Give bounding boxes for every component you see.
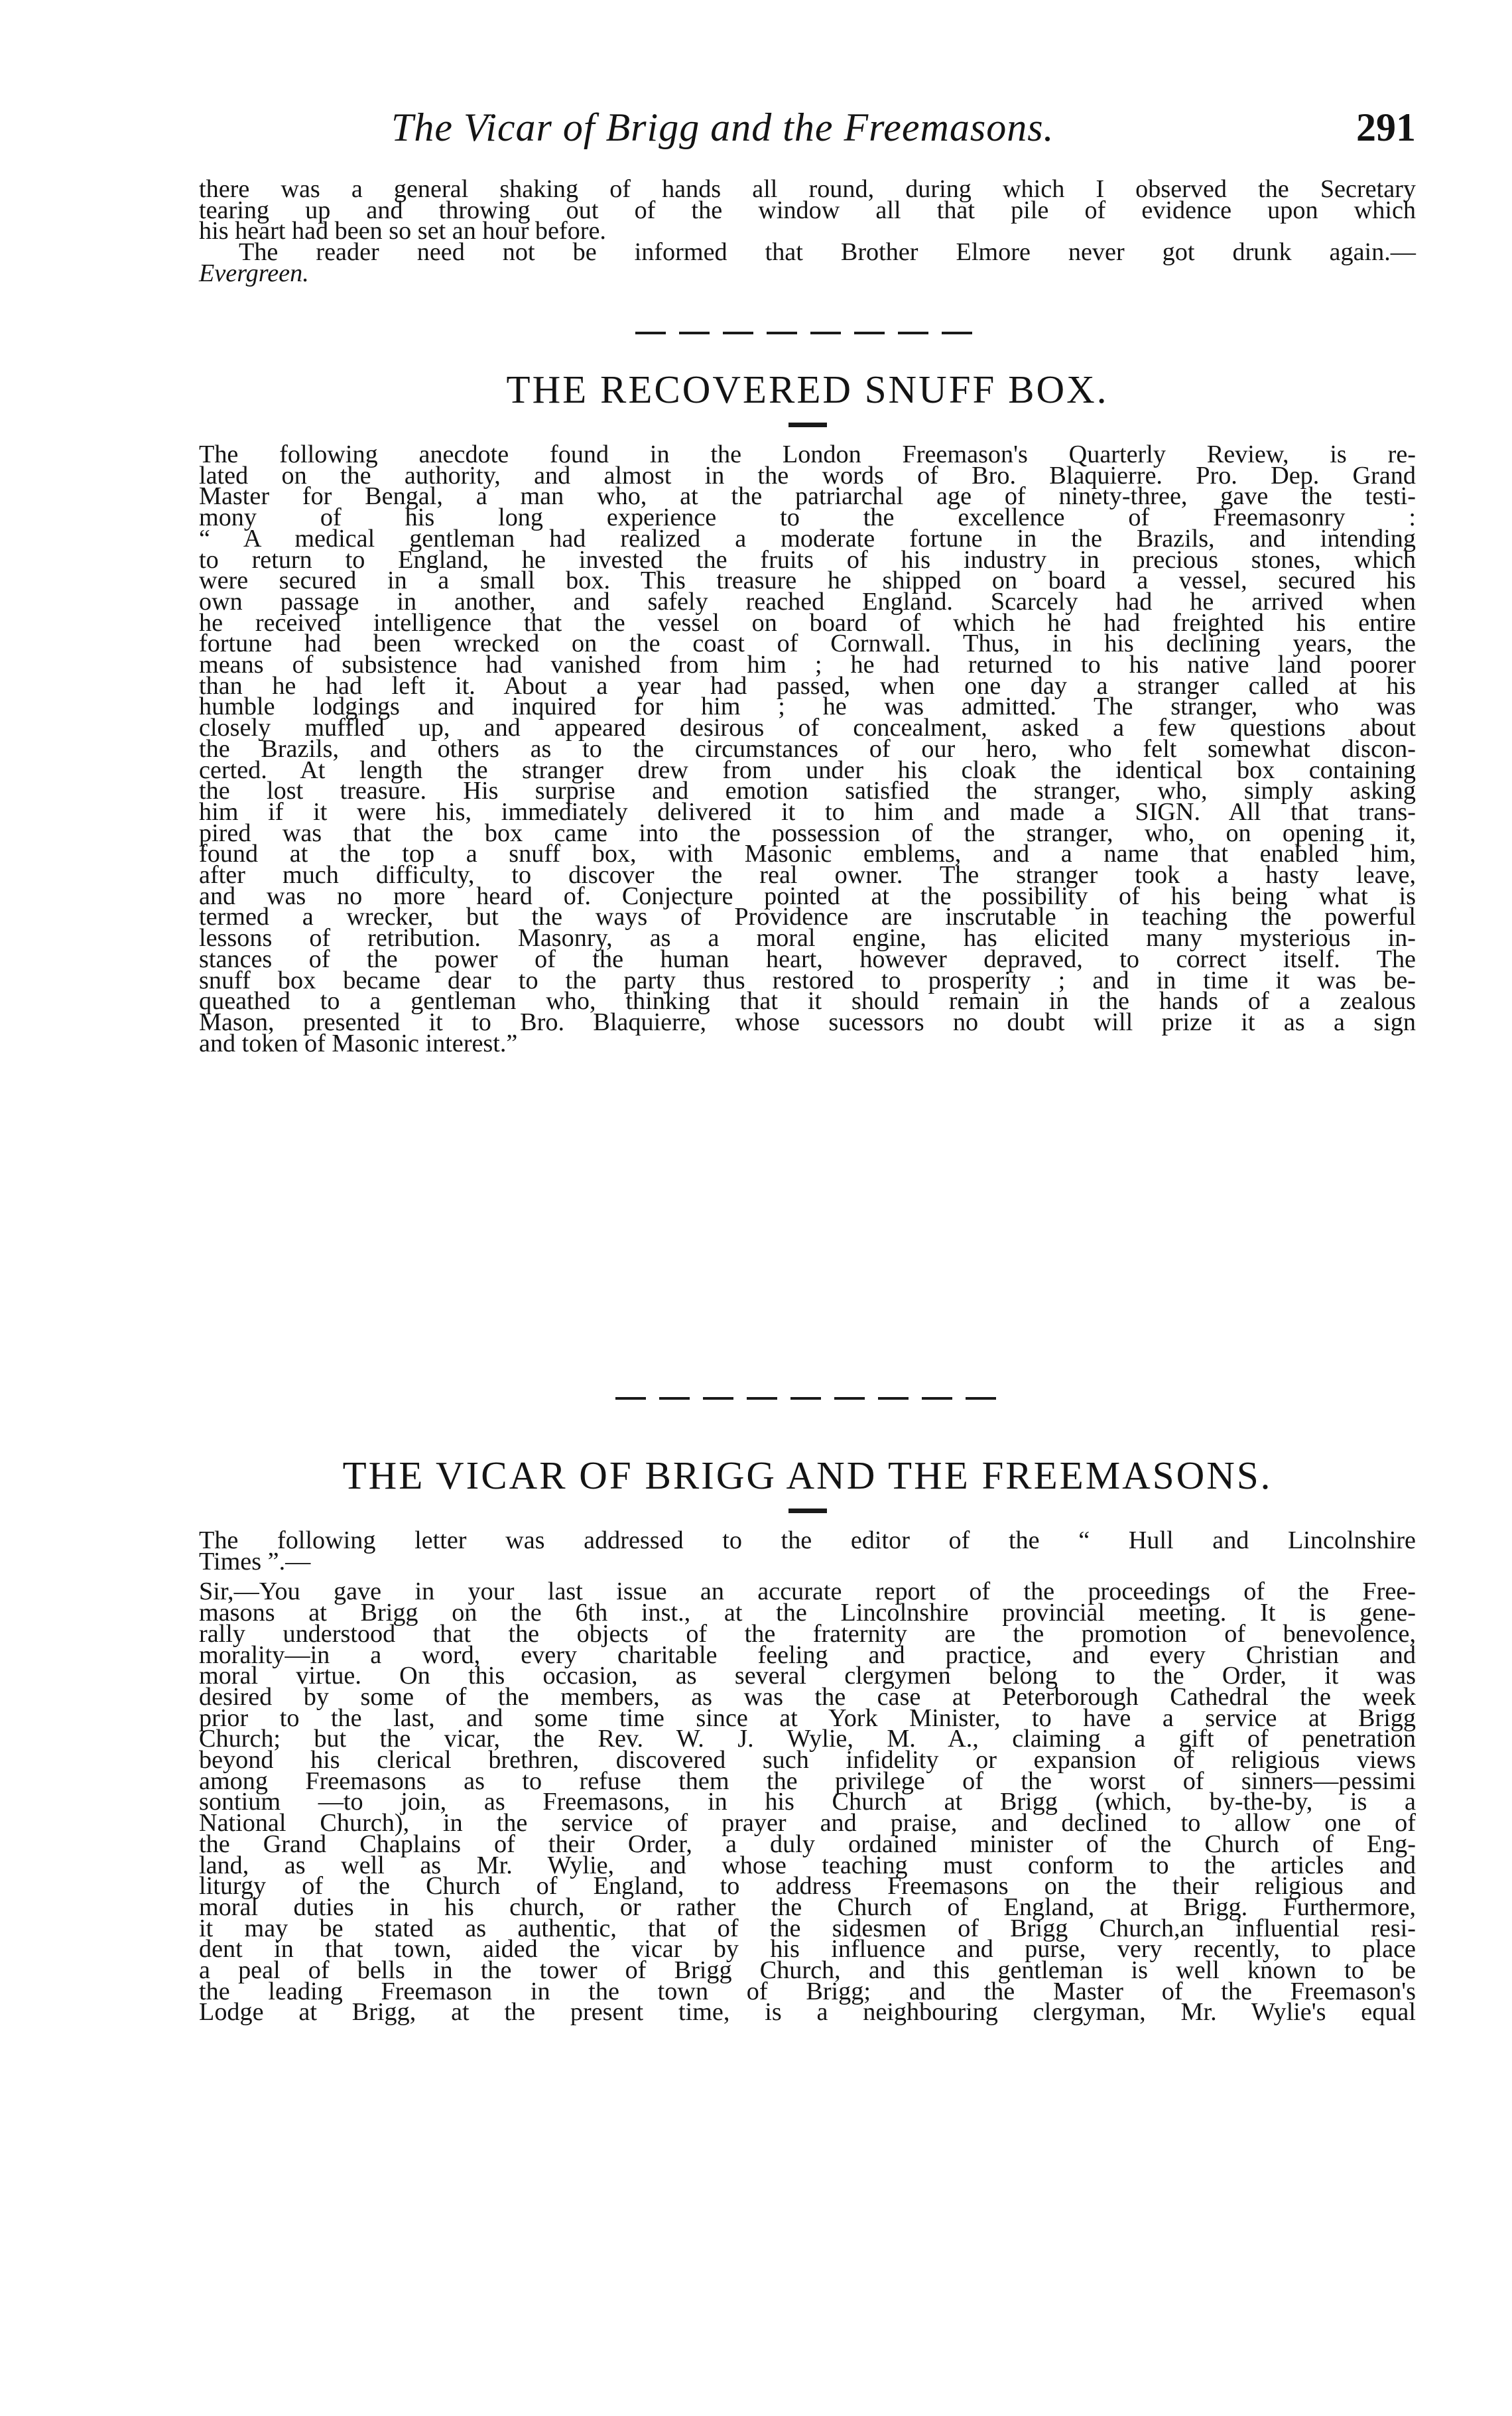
running-title: The Vicar of Brigg and the Freemasons. [391,105,1054,149]
text-line: Times ”.— [199,1547,311,1576]
text-line: found at the top a snuff box, with Masonic emblems, and a name that enabled him, [199,840,1416,868]
text-line: means of subsistence had vanished from him ; he had returned to his native land poorer [199,651,1416,679]
text-line: it may be stated as authentic, that of the sidesmen of Brigg Church,an influential resi- [199,1914,1416,1942]
heading-rule [788,1509,827,1513]
text-line: termed a wrecker, but the ways of Providence are inscrutable in teaching the powerful [199,903,1416,931]
text-line: the leading Freemason in the town of Brigg; and the Master of the Freemason's [199,1977,1416,2005]
text-line: and was no more heard of. Conjecture pointed at the possibility of his being what is [199,882,1416,910]
text-line: stances of the power of the human heart, however depraved, to correct itself. The [199,945,1416,973]
text-line: The reader need not be informed that Brother Elmore never got drunk again.— [239,238,1416,267]
text-line: lated on the authority, and almost in the words of Bro. Blaquierre. Pro. Dep. Grand [199,461,1416,490]
separator-1 [199,332,1416,334]
text-line: lessons of retribution. Masonry, as a moral engine, has elicited many mysterious in- [199,924,1416,953]
article-vicar-of-brigg [199,1453,1416,2027]
text-line: beyond his clerical brethren, discovered such infidelity or expansion of religious views [199,1746,1416,1775]
text-line: than he had left it. About a year had passed, when one day a stranger called at his [199,671,1416,700]
text-line: queathed to a gentleman who, thinking that it should remain in the hands of a zealous [199,987,1416,1016]
text-line: morality—in a word, every charitable feeling and practice, and every Christian and [199,1641,1416,1669]
text-line: there was a general shaking of hands all round, during which I observed the Secretary [199,175,1416,203]
text-line: he received intelligence that the vessel on board of which he had freighted his entire [199,608,1416,637]
continued-article [199,175,1416,287]
text-line: desired by some of the members, as was the case at Peterborough Cathedral the week [199,1682,1416,1711]
text-line: and token of Masonic interest.” [199,1029,518,1057]
letter-body [199,1577,1416,2027]
text-line: closely muffled up, and appeared desirous of concealment, asked a few questions about [199,714,1416,742]
text-line: among Freemasons as to refuse them the privilege of the worst of sinners—pessimi [199,1767,1416,1795]
text-line: prior to the last, and some time since at York Minister, to have a service at Brigg [199,1704,1416,1732]
text-line: moral duties in his church, or rather the Church of England, at Brigg. Furthermore, [199,1893,1416,1921]
separator-2 [199,1397,1416,1400]
text-line: him if it were his, immediately delivered it to him and made a SIGN. All that trans- [199,797,1416,826]
text-line: masons at Brigg on the 6th inst., at the Lincolnshire provincial meeting. It is gene- [199,1599,1416,1627]
text-line: a peal of bells in the tower of Brigg Church, and this gentleman is well known to be [199,1956,1416,1985]
text-line: to return to England, he invested the fruits of his industry in precious stones, which [199,545,1416,574]
text-line: mony of his long experience to the excellence of Freemasonry : [199,503,1416,532]
page-number: 291 [1356,105,1416,149]
text-line: the Grand Chaplains of their Order, a duly ordained minister of the Church of Eng- [199,1830,1416,1858]
text-line: Church; but the vicar, the Rev. W. J. Wylie, M. A., claiming a gift of penetration [199,1725,1416,1753]
text-line: humble lodgings and inquired for him ; he was admitted. The stranger, who was [199,693,1416,721]
text-line: The following anecdote found in the London Freemason's Quarterly Review, is re- [199,440,1416,468]
heading-rule [788,423,827,427]
text-line: Mason, presented it to Bro. Blaquierre, whose sucessors no doubt will prize it as a sign [199,1008,1416,1036]
text-line: rally understood that the objects of the fraternity are the promotion of benevolence, [199,1619,1416,1648]
text-line: National Church), in the service of prayer and praise, and declined to allow one of [199,1809,1416,1838]
text-line: moral virtue. On this occasion, as several clergymen belong to the Order, it was [199,1662,1416,1690]
text-line: his heart had been so set an hour before. [199,217,606,245]
text-line: Sir,—You gave in your last issue an accurate report of the proceedings of the Free- [199,1577,1416,1606]
continued-article-text [199,175,1416,245]
article-heading: THE VICAR OF BRIGG AND THE FREEMASONS. [342,1453,1273,1497]
article-recovered-snuff-box [199,368,1416,1057]
text-line: pired was that the box came into the possession of the stranger, who, on opening it, [199,819,1416,847]
text-line: land, as well as Mr. Wylie, and whose teaching must conform to the articles and [199,1851,1416,1879]
text-line: fortune had been wrecked on the coast of Cornwall. Thus, in his declining years, the [199,630,1416,658]
dashed-rule [615,1397,1000,1400]
article-heading: THE RECOVERED SNUFF BOX. [506,368,1109,411]
text-line: were secured in a small box. This treasure he shipped on board a vessel, secured his [199,567,1416,595]
text-line: the lost treasure. His surprise and emotion satisfied the stranger, who, simply asking [199,777,1416,805]
text-line: snuff box became dear to the party thus restored to prosperity ; and in time it was be- [199,966,1416,994]
running-head [199,105,1416,158]
source-attribution: Evergreen. [199,259,309,287]
text-line: Master for Bengal, a man who, at the patriarchal age of ninety-three, gave the testi- [199,482,1416,511]
article-body [199,440,1416,1057]
continued-article-closing [199,238,1416,267]
text-line: certed. At length the stranger drew from under his cloak the identical box containing [199,756,1416,784]
letter-intro [199,1526,1416,1576]
text-line: after much difficulty, to discover the real owner. The stranger took a hasty leave, [199,861,1416,890]
text-line: tearing up and throwing out of the window all that pile of evidence upon which [199,196,1416,224]
text-line: the Brazils, and others as to the circumstances of our hero, who felt somewhat discon- [199,734,1416,763]
text-line: The following letter was addressed to the editor of the “ Hull and Lincolnshire [199,1526,1416,1554]
continued-article-source [199,259,1416,287]
text-line: “ A medical gentleman had realized a moderate fortune in the Brazils, and intending [199,524,1416,553]
text-line: Lodge at Brigg, at the present time, is a neighbouring clergyman, Mr. Wylie's equal [199,1998,1416,2027]
text-line: liturgy of the Church of England, to address Freemasons on the their religious and [199,1872,1416,1901]
text-line: own passage in another, and safely reached England. Scarcely had he arrived when [199,587,1416,616]
text-line: sontium —to join, as Freemasons, in his Church at Brigg (which, by-the-by, is a [199,1788,1416,1816]
dashed-rule [635,332,980,334]
text-line: dent in that town, aided the vicar by his influence and purse, very recently, to place [199,1935,1416,1964]
